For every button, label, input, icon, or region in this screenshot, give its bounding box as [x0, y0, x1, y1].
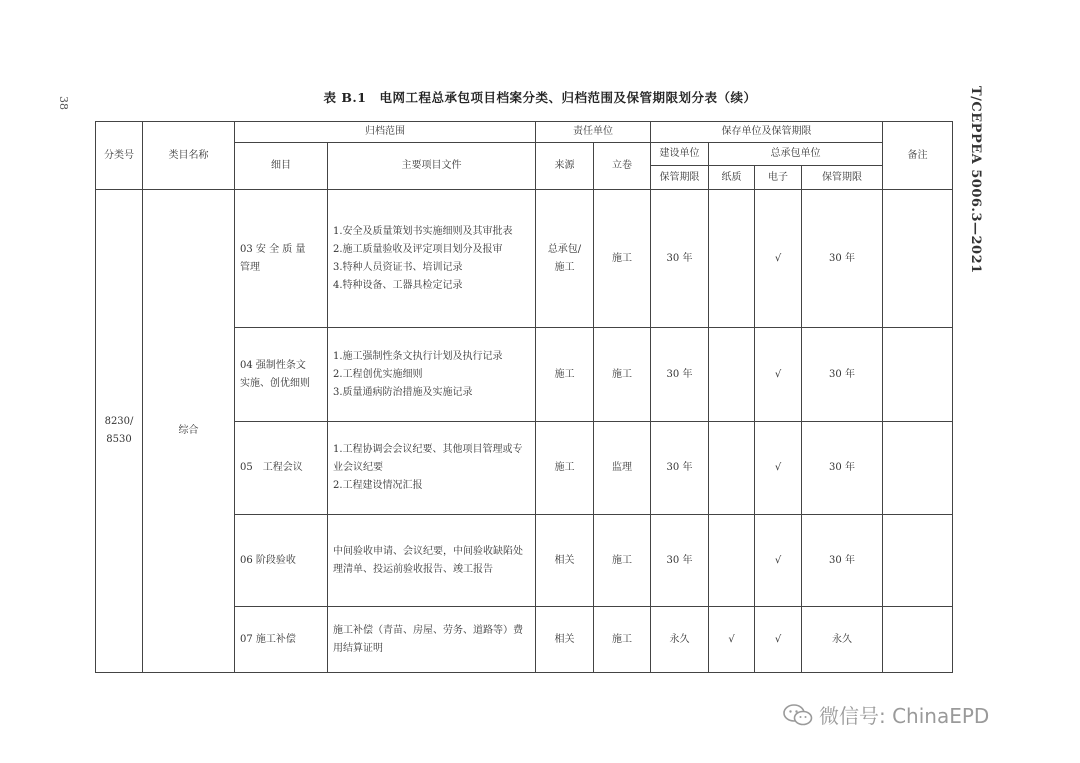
wechat-icon: [783, 703, 813, 727]
header-responsible-unit: 责任单位: [536, 122, 651, 143]
table-title: 表 B.1 电网工程总承包项目档案分类、归档范围及保管期限划分表（续）: [323, 90, 757, 105]
docs-cell: 1.工程协调会会议纪要、其他项目管理或专业会议纪要 2.工程建设情况汇报: [328, 422, 536, 515]
electronic-cell: √: [755, 328, 802, 422]
epc-retention-cell: 30 年: [802, 190, 883, 328]
table-row: [96, 190, 953, 328]
header-custody: 保存单位及保管期限: [651, 122, 883, 143]
paper-cell: [709, 190, 755, 328]
docs-cell: 施工补偿（青苗、房屋、劳务、道路等）费用结算证明: [328, 607, 536, 673]
header-remarks: 备注: [883, 122, 953, 190]
header-source: 来源: [536, 143, 594, 190]
electronic-cell: √: [755, 515, 802, 607]
header-electronic: 电子: [755, 166, 802, 190]
header-construction-unit: 建设单位: [651, 143, 709, 166]
source-cell: 相关: [536, 515, 594, 607]
wechat-watermark: [783, 700, 989, 729]
header-archive-scope: 归档范围: [235, 122, 536, 143]
filing-cell: 施工: [594, 190, 651, 328]
detail-cell: 04 强制性条文 实施、创优细则: [235, 328, 328, 422]
source-cell: 相关: [536, 607, 594, 673]
header-class-no: 分类号: [96, 122, 143, 190]
header-epc-unit: 总承包单位: [709, 143, 883, 166]
source-cell: 总承包/ 施工: [536, 190, 594, 328]
filing-cell: 施工: [594, 328, 651, 422]
epc-retention-cell: 30 年: [802, 422, 883, 515]
class-name-cell: 综合: [143, 190, 235, 673]
electronic-cell: √: [755, 190, 802, 328]
paper-cell: [709, 422, 755, 515]
standard-code: T/CEPPEA 5006.3—2021: [968, 86, 983, 274]
epc-retention-cell: 30 年: [802, 515, 883, 607]
construction-retention-cell: 30 年: [651, 515, 709, 607]
paper-cell: [709, 328, 755, 422]
docs-cell: 1.施工强制性条文执行计划及执行记录 2.工程创优实施细则 3.质量通病防治措施及实施记录: [328, 328, 536, 422]
remarks-cell: [883, 328, 953, 422]
remarks-cell: [883, 607, 953, 673]
header-paper: 纸质: [709, 166, 755, 190]
watermark-text: 微信号: ChinaEPD: [819, 704, 990, 728]
header-main-docs: 主要项目文件: [328, 143, 536, 190]
header-detail: 细目: [235, 143, 328, 190]
class-no-cell: 8230/ 8530: [96, 190, 143, 673]
construction-retention-cell: 30 年: [651, 422, 709, 515]
detail-cell: 05 工程会议: [235, 422, 328, 515]
filing-cell: 施工: [594, 515, 651, 607]
remarks-cell: [883, 190, 953, 328]
construction-retention-cell: 30 年: [651, 190, 709, 328]
filing-cell: 施工: [594, 607, 651, 673]
docs-cell: 中间验收申请、会议纪要，中间验收缺陷处理清单、投运前验收报告、竣工报告: [328, 515, 536, 607]
filing-cell: 监理: [594, 422, 651, 515]
archive-table: [95, 121, 953, 673]
remarks-cell: [883, 422, 953, 515]
paper-cell: [709, 515, 755, 607]
header-filing: 立卷: [594, 143, 651, 190]
paper-cell: √: [709, 607, 755, 673]
detail-cell: 03 安 全 质 量 管理: [235, 190, 328, 328]
page-number: 38: [57, 96, 70, 110]
header-epc-retention: 保管期限: [802, 166, 883, 190]
detail-cell: 06 阶段验收: [235, 515, 328, 607]
electronic-cell: √: [755, 607, 802, 673]
source-cell: 施工: [536, 422, 594, 515]
epc-retention-cell: 永久: [802, 607, 883, 673]
remarks-cell: [883, 515, 953, 607]
electronic-cell: √: [755, 422, 802, 515]
epc-retention-cell: 30 年: [802, 328, 883, 422]
source-cell: 施工: [536, 328, 594, 422]
construction-retention-cell: 30 年: [651, 328, 709, 422]
header-class-name: 类目名称: [143, 122, 235, 190]
header-retention-period: 保管期限: [651, 166, 709, 190]
construction-retention-cell: 永久: [651, 607, 709, 673]
detail-cell: 07 施工补偿: [235, 607, 328, 673]
docs-cell: 1.安全及质量策划书实施细则及其审批表 2.施工质量验收及评定项目划分及报审 3.特种人员资证书、培训记录 4.特种设备、工器具检定记录: [328, 190, 536, 328]
